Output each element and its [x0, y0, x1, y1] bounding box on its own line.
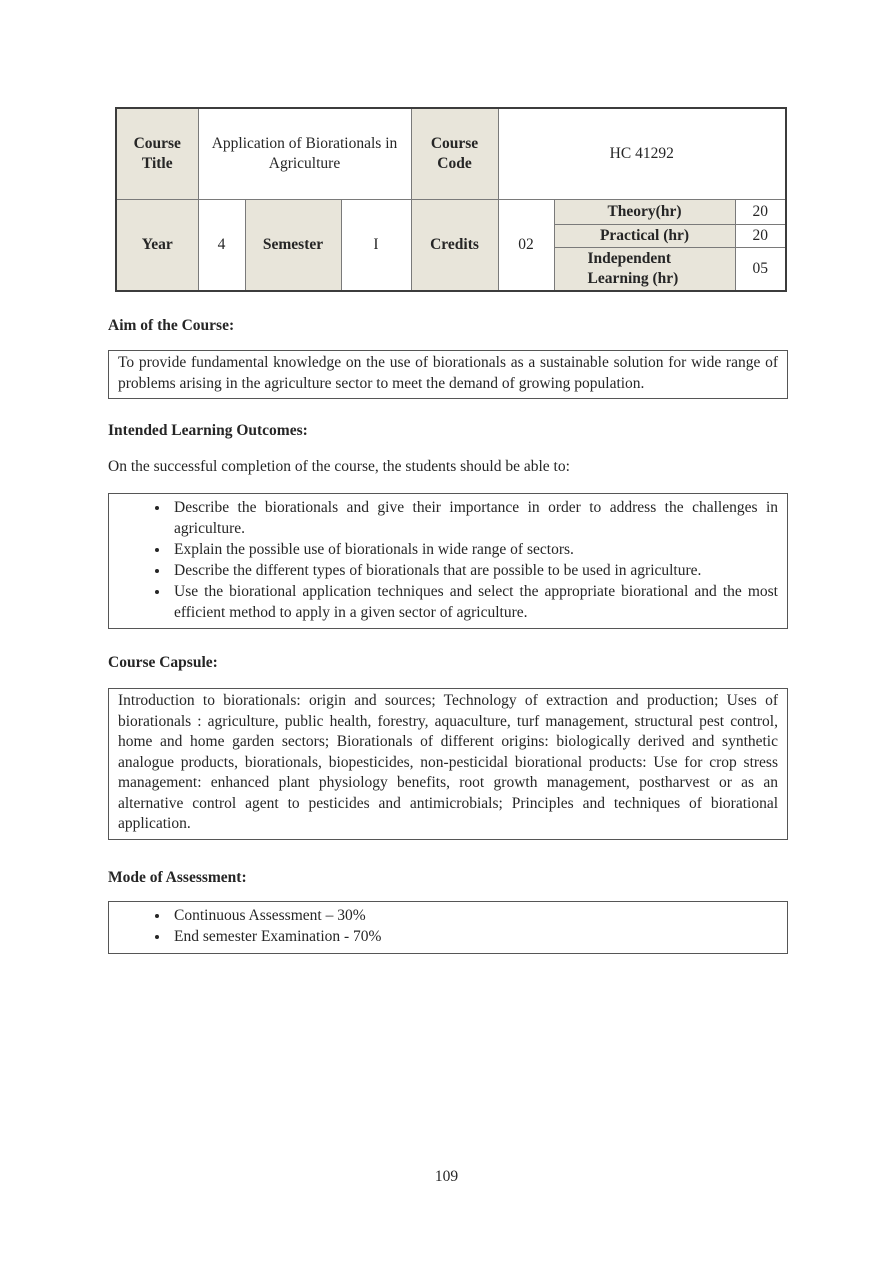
course-capsule-box: [108, 688, 788, 840]
credits-value: 02: [498, 200, 554, 292]
mode-of-assessment-heading: Mode of Assessment:: [108, 868, 247, 886]
course-title-label: Course Title: [116, 108, 198, 200]
aim-heading: Aim of the Course:: [108, 317, 235, 335]
intended-learning-outcomes-heading: Intended Learning Outcomes:: [108, 422, 308, 440]
independent-learning-hours-label: Independent Learning (hr): [554, 248, 735, 292]
outcomes-list: [118, 497, 778, 623]
course-info-table: [115, 107, 787, 292]
independent-learning-hours-value: 05: [735, 248, 786, 292]
year-label: Year: [116, 200, 198, 292]
course-title-value: Application of Biorationals in Agriculture: [198, 108, 411, 200]
outcome-item: • Describe the biorationals and give their importance in order to address the challenges in agriculture.: [170, 497, 778, 539]
assessment-box: [108, 901, 788, 954]
credits-label: Credits: [411, 200, 498, 292]
outcome-item: • Explain the possible use of biorationals in wide range of sectors.: [170, 539, 778, 560]
outcomes-intro-text: On the successful completion of the course, the students should be able to:: [108, 458, 570, 476]
course-code-value: HC 41292: [498, 108, 786, 200]
theory-hours-label: Theory(hr): [554, 200, 735, 225]
aim-text: To provide fundamental knowledge on the use of biorationals as a sustainable solution for wide range of problems arising in the agriculture sector to meet the demand of growing population.: [118, 354, 778, 392]
semester-label: Semester: [245, 200, 341, 292]
course-capsule-heading: Course Capsule:: [108, 654, 218, 672]
assessment-item: • Continuous Assessment – 30%: [170, 905, 778, 926]
outcome-item: • Describe the different types of biorationals that are possible to be used in agriculture.: [170, 560, 778, 581]
outcome-item: • Use the biorational application techniques and select the appropriate biorational and the most efficient method to apply in a given sector of agriculture.: [170, 581, 778, 623]
course-code-label: Course Code: [411, 108, 498, 200]
outcomes-box: [108, 493, 788, 629]
practical-hours-value: 20: [735, 225, 786, 248]
page-number: 109: [434, 1168, 459, 1185]
aim-box: [108, 350, 788, 399]
year-value: 4: [198, 200, 245, 292]
practical-hours-label: Practical (hr): [554, 225, 735, 248]
semester-value: I: [341, 200, 411, 292]
assessment-list: [118, 905, 778, 947]
theory-hours-value: 20: [735, 200, 786, 225]
course-capsule-text: Introduction to biorationals: origin and sources; Technology of extraction and production; Uses of biorationals : agriculture, public health, forestry, aquaculture, turf management, structural pest control, home and home garden sectors; Biorationals of different origins: biologically derived and synthetic analogue products, biorationals, biopesticides, non-pesticidal biorational products: Use for crop stress management: enhanced plant physiology benefits, root growth management, postharvest or as an alternative control agent to pesticides and antimicrobials; Principles and techniques of biorational application.: [118, 692, 778, 833]
assessment-item: • End semester Examination - 70%: [170, 926, 778, 947]
